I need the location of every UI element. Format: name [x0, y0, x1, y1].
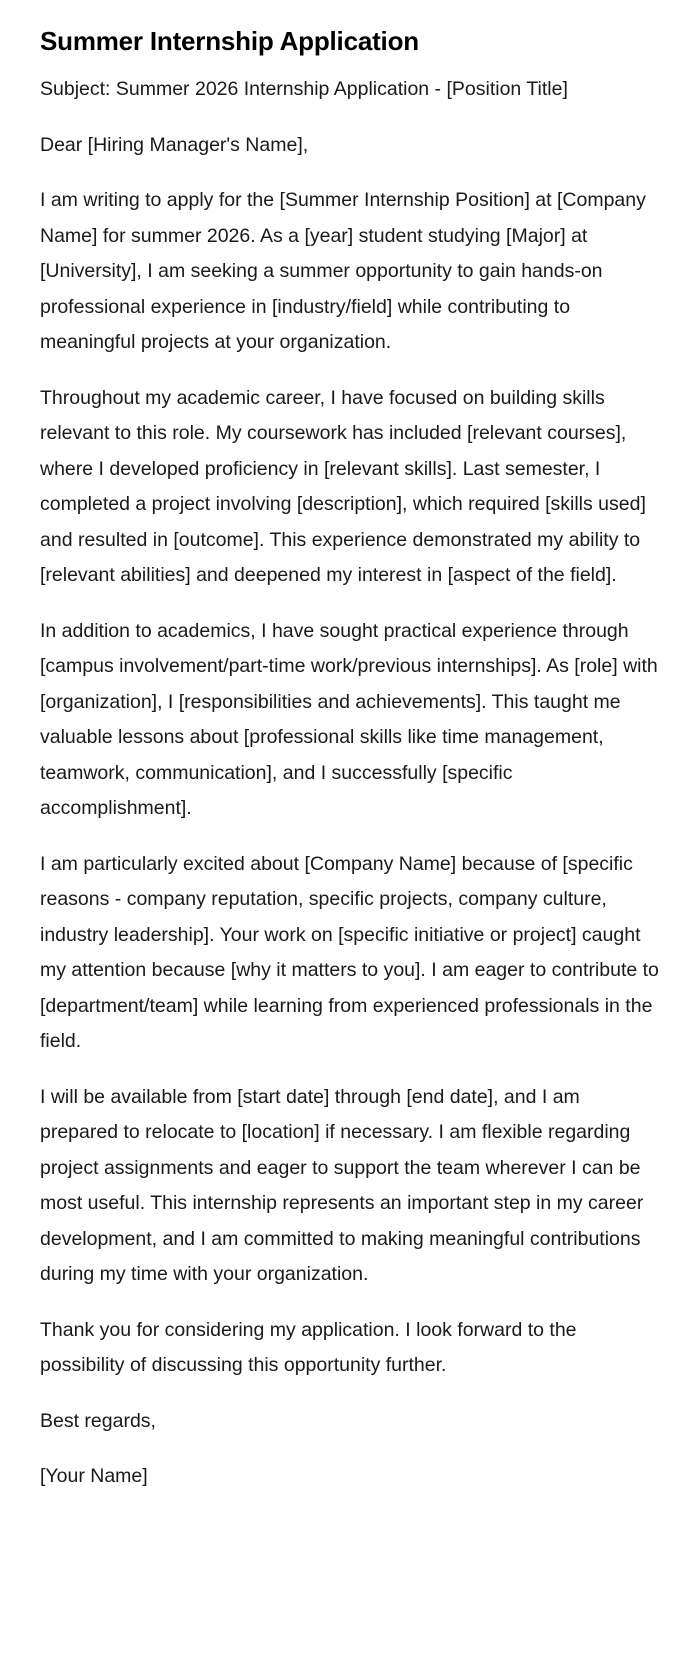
body-paragraph-company-interest: I am particularly excited about [Company Name] because of [specific reasons - company reputation, specific projects, company culture, industry leadership]. Your work on [specific initiative or project] caught my attention because [why it matters to you]. I am eager to contribute to [department/team] while learning from experienced professionals in the field.	[40, 852, 659, 1052]
subject-line: Subject: Summer 2026 Internship Application - [Position Title]	[40, 78, 568, 100]
closing: Best regards,	[40, 1409, 156, 1432]
document-title: Summer Internship Application	[40, 26, 419, 56]
body-paragraph-experience: In addition to academics, I have sought practical experience through [campus involvement/part-time work/previous internships]. As [role] with [organization], I [responsibilities and achievements]. This taught me valuable lessons about [professional skills like time management, teamwork, communication], and I successfully [specific accomplishment].	[40, 619, 658, 819]
body-paragraph-intro: I am writing to apply for the [Summer Internship Position] at [Company Name] for summer 2026. As a [year] student studying [Major] at [University], I am seeking a summer opportunity to gain hands-on professional experience in [industry/field] while contributing to meaningful projects at your organization.	[40, 189, 646, 353]
body-paragraph-thanks: Thank you for considering my application. I look forward to the possibility of discussing this opportunity further.	[40, 1318, 577, 1376]
body-paragraph-availability: I will be available from [start date] through [end date], and I am prepared to relocate to [location] if necessary. I am flexible regarding project assignments and eager to support the team wherever I can be most useful. This internship represents an important step in my career development, and I am committed to making meaningful contributions during my time with your organization.	[40, 1085, 644, 1285]
signature: [Your Name]	[40, 1465, 148, 1487]
salutation: Dear [Hiring Manager's Name],	[40, 133, 309, 156]
body-paragraph-academics: Throughout my academic career, I have focused on building skills relevant to this role. My coursework has included [relevant courses], where I developed proficiency in [relevant skills]. Last semester, I completed a project involving [description], which required [skills used] and resulted in [outcome]. This experience demonstrated my ability to [relevant abilities] and deepened my interest in [aspect of the field].	[40, 386, 646, 586]
